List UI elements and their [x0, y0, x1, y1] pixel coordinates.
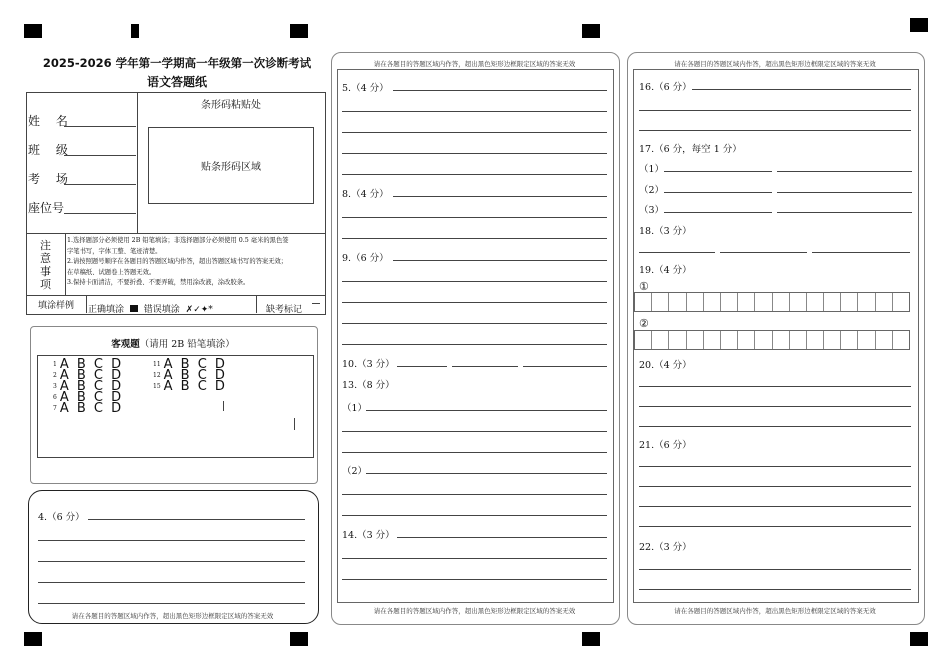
- q10-blank[interactable]: [523, 366, 607, 367]
- info-divider-v: [137, 92, 138, 233]
- info-divider-h: [26, 233, 325, 234]
- q21-line[interactable]: [639, 486, 911, 487]
- objective-title-note: （请用 2B 铅笔填涂）: [139, 339, 235, 350]
- q9-line[interactable]: [342, 281, 607, 282]
- q19-grid-row-1[interactable]: [634, 292, 910, 312]
- registration-mark: [290, 24, 308, 38]
- q17-part2-label: （2）: [639, 185, 665, 196]
- q18-blank[interactable]: [720, 252, 807, 253]
- q13-line[interactable]: [342, 494, 607, 495]
- q20-line[interactable]: [639, 386, 911, 387]
- q13-line[interactable]: [342, 515, 607, 516]
- q5-line[interactable]: [393, 90, 607, 91]
- q13-line[interactable]: [342, 452, 607, 453]
- notes-label-char: 项: [40, 277, 51, 291]
- seat-label: 座位号: [28, 201, 65, 215]
- notes-label-char: 注: [40, 238, 51, 252]
- note-line: 字笔书写，字体工整、笔迹清楚。: [67, 247, 162, 255]
- q5-line[interactable]: [342, 132, 607, 133]
- q17-blank[interactable]: [664, 212, 772, 213]
- note-line: 1.选择题部分必须使用 2B 铅笔填涂；非选择题部分必须使用 0.5 毫米的黑色签: [67, 237, 289, 244]
- q9-label: 9.（6 分）: [342, 253, 389, 264]
- q21-label: 21.（6 分）: [639, 440, 692, 451]
- correct-fill-label: 正确填涂: [88, 305, 125, 313]
- q4-line[interactable]: [88, 519, 305, 520]
- name-field[interactable]: [64, 126, 136, 127]
- barcode-area[interactable]: [148, 127, 314, 204]
- q13-label: 13.（8 分）: [342, 380, 395, 391]
- grid-tick: [223, 401, 224, 411]
- q21-line[interactable]: [639, 466, 911, 467]
- registration-mark: [910, 18, 928, 32]
- q4-line[interactable]: [38, 540, 305, 541]
- mc-row-1[interactable]: 1 A B C D: [53, 357, 124, 372]
- q18-blank[interactable]: [639, 252, 715, 253]
- q17-blank[interactable]: [664, 192, 772, 193]
- warning-text: 请在各题目的答题区域内作答，超出黑色矩形边框限定区域的答案无效: [373, 60, 576, 68]
- info-divider-h: [26, 295, 325, 296]
- registration-mark: [290, 632, 308, 646]
- notes-label-char: 意: [40, 251, 51, 265]
- mc-row-11[interactable]: 11 A B C D: [153, 357, 227, 372]
- grid-tick: [294, 418, 295, 430]
- q16-line[interactable]: [639, 110, 911, 111]
- q4-line[interactable]: [38, 561, 305, 562]
- q9-line[interactable]: [342, 323, 607, 324]
- q16-line[interactable]: [639, 130, 911, 131]
- objective-title: [30, 336, 316, 350]
- q17-label: 17.（6 分，每空 1 分）: [639, 144, 742, 155]
- note-line: 2.请按照题号顺序在各题目的答题区域内作答，超出答题区域书写的答案无效；: [67, 258, 288, 266]
- notes-label-column: [26, 234, 66, 295]
- q9-line[interactable]: [342, 344, 607, 345]
- q21-line[interactable]: [639, 506, 911, 507]
- q22-line[interactable]: [639, 569, 911, 570]
- q5-line[interactable]: [342, 153, 607, 154]
- warning-text: 请在各题目的答题区域内作答，超出黑色矩形边框限定区域的答案无效: [71, 612, 274, 620]
- exam-room-field[interactable]: [64, 184, 136, 185]
- q13-line[interactable]: [366, 410, 607, 411]
- q5-line[interactable]: [342, 111, 607, 112]
- mc-row-6[interactable]: 6 A B C D: [53, 390, 124, 405]
- q17-part3-label: （3）: [639, 205, 665, 216]
- absent-mark-box[interactable]: [312, 303, 320, 310]
- barcode-area-label: 贴条形码区域: [201, 162, 261, 173]
- q19-part2-label: ②: [639, 317, 649, 330]
- q18-blank[interactable]: [812, 252, 910, 253]
- q14-line[interactable]: [342, 558, 607, 559]
- wrong-fill-marks: ✗✓✦*: [185, 305, 213, 313]
- seat-field[interactable]: [64, 213, 136, 214]
- q22-label: 22.（3 分）: [639, 542, 692, 553]
- q13-line[interactable]: [342, 431, 607, 432]
- mc-row-12[interactable]: 12 A B C D: [153, 368, 227, 383]
- name-label: 姓 名: [28, 114, 74, 128]
- q20-line[interactable]: [639, 406, 911, 407]
- q14-line[interactable]: [342, 579, 607, 580]
- q16-line[interactable]: [692, 89, 911, 90]
- q17-blank[interactable]: [664, 171, 772, 172]
- registration-mark: [24, 632, 42, 646]
- q19-part1-label: ①: [639, 280, 649, 293]
- exam-room-label: 考 场: [28, 172, 74, 186]
- q10-blank[interactable]: [397, 366, 447, 367]
- q16-label: 16.（6 分）: [639, 82, 692, 93]
- q13-line[interactable]: [366, 473, 607, 474]
- mc-row-2[interactable]: 2 A B C D: [53, 368, 124, 383]
- mc-row-15[interactable]: 15 A B C D: [153, 379, 227, 394]
- warning-text: 请在各题目的答题区域内作答，超出黑色矩形边框限定区域的答案无效: [674, 607, 876, 615]
- q4-line[interactable]: [38, 582, 305, 583]
- q5-line[interactable]: [342, 174, 607, 175]
- absent-mark-label: 缺考标记: [266, 305, 303, 313]
- q10-label: 10.（3 分）: [342, 359, 395, 370]
- warning-text: 请在各题目的答题区域内作答，超出黑色矩形边框限定区域的答案无效: [373, 607, 576, 615]
- q21-line[interactable]: [639, 526, 911, 527]
- registration-mark: [582, 632, 600, 646]
- fill-sample-label: 填涂样例: [37, 301, 74, 311]
- q18-label: 18.（3 分）: [639, 226, 692, 237]
- q4-label: 4.（6 分）: [38, 512, 85, 523]
- registration-mark: [582, 24, 600, 38]
- note-line: 在草稿纸、试题卷上答题无效。: [67, 268, 156, 276]
- registration-mark: [24, 24, 42, 38]
- fill-sample-divider: [86, 296, 87, 313]
- q8-line[interactable]: [393, 196, 607, 197]
- q14-line[interactable]: [397, 537, 607, 538]
- q20-label: 20.（4 分）: [639, 360, 692, 371]
- q20-line[interactable]: [639, 426, 911, 427]
- registration-mark: [131, 24, 139, 38]
- objective-title-main: 客观题: [111, 339, 140, 350]
- q13-part2-label: （2）: [342, 466, 368, 477]
- q9-line[interactable]: [393, 260, 607, 261]
- q8-label: 8.（4 分）: [342, 189, 389, 200]
- q19-grid-row-2[interactable]: [634, 330, 910, 350]
- q5-label: 5.（4 分）: [342, 83, 389, 94]
- barcode-title: 条形码粘贴处: [201, 100, 261, 111]
- q19-label: 19.（4 分）: [639, 265, 692, 276]
- notes-text: [67, 236, 324, 289]
- registration-mark: [910, 632, 928, 646]
- note-line: 3.保持卡面清洁，不要折叠、不要弄破，禁用涂改液，涂改胶条。: [67, 279, 250, 287]
- wrong-fill-label: 错误填涂: [143, 305, 180, 313]
- q10-blank[interactable]: [452, 366, 518, 367]
- mc-row-3[interactable]: 3 A B C D: [53, 379, 124, 394]
- class-field[interactable]: [64, 155, 136, 156]
- correct-fill-mark: [130, 305, 138, 312]
- middle-inner-frame: [337, 69, 614, 603]
- q17-blank[interactable]: [777, 192, 912, 193]
- notes-label-char: 事: [40, 264, 51, 278]
- q22-line[interactable]: [639, 589, 911, 590]
- absent-divider: [256, 296, 257, 313]
- q8-line[interactable]: [342, 217, 607, 218]
- q17-blank[interactable]: [777, 212, 912, 213]
- q17-part1-label: （1）: [639, 164, 665, 175]
- q13-part1-label: （1）: [342, 403, 368, 414]
- q14-label: 14.（3 分）: [342, 530, 395, 541]
- q17-blank[interactable]: [777, 171, 912, 172]
- mc-row-7[interactable]: 7 A B C D: [53, 401, 124, 416]
- q4-line[interactable]: [38, 603, 305, 604]
- exam-title: 2025-2026 学年第一学期高一年级第一次诊断考试: [42, 56, 312, 70]
- warning-text: 请在各题目的答题区域内作答，超出黑色矩形边框限定区域的答案无效: [674, 60, 876, 68]
- class-label: 班 级: [28, 143, 74, 157]
- q8-line[interactable]: [342, 238, 607, 239]
- sheet-subtitle: 语文答题纸: [146, 75, 207, 89]
- q9-line[interactable]: [342, 302, 607, 303]
